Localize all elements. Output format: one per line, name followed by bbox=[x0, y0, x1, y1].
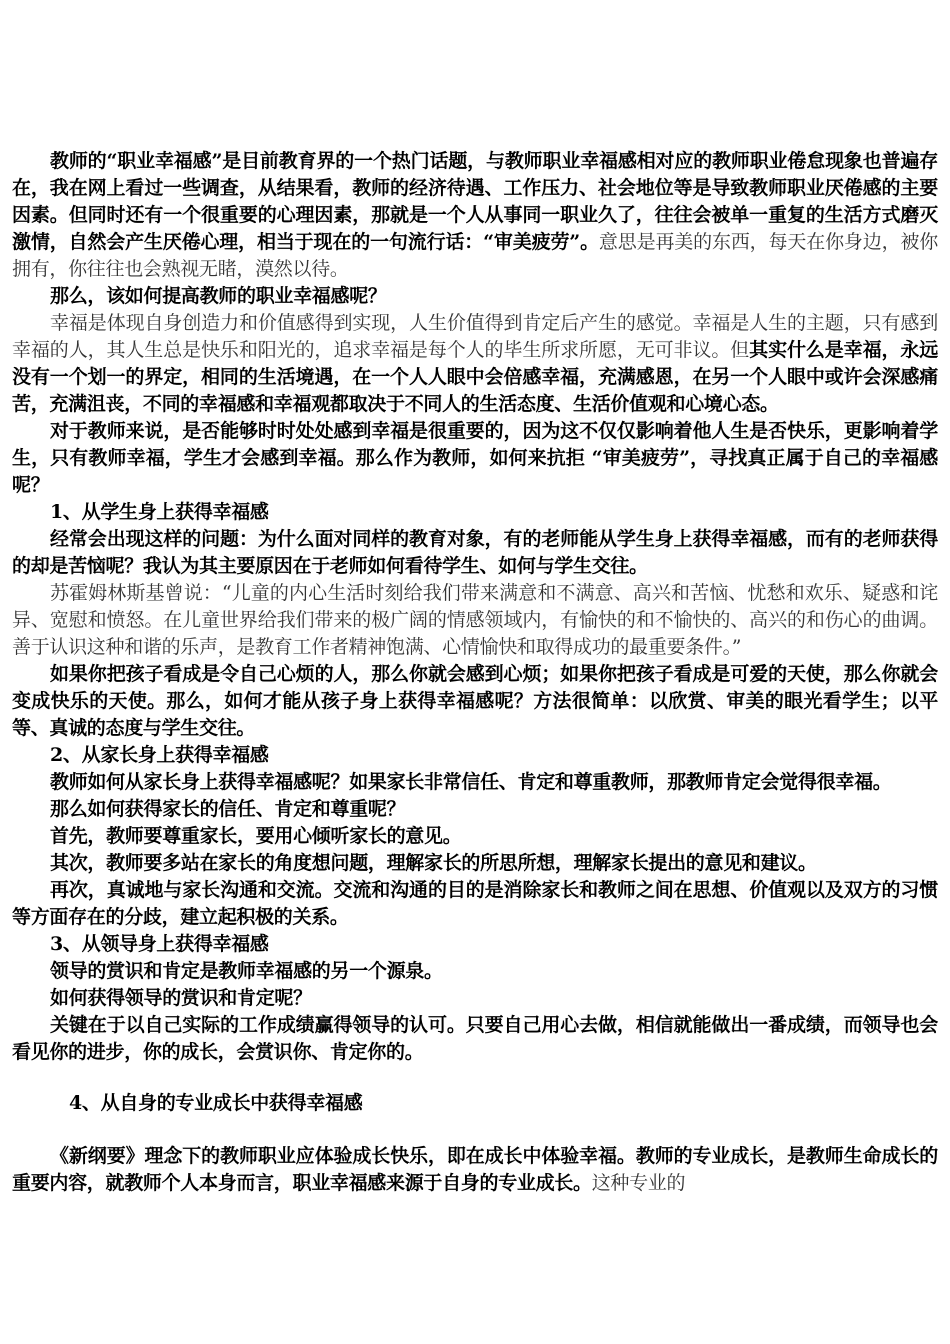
paragraph-third: 再次，真诚地与家长沟通和交流。交流和沟通的目的是消除家长和教师之间在思想、价值观以及双方的习惯等方面存在的分歧，建立起积极的关系。 bbox=[12, 879, 938, 928]
paragraph-leaders-question: 如何获得领导的赏识和肯定呢？ bbox=[50, 987, 312, 1009]
intro-light-text: 意思是再美的东西，每天在你身边，被你拥有，你往往也会熟视无睹，漠然以待。 bbox=[12, 231, 938, 280]
paragraph-children-angels: 如果你把孩子看成是令自己心烦的人，那么你就会感到心烦；如果你把孩子看成是可爱的天使，那么你就会变成快乐的天使。那么，如何才能从孩子身上获得幸福感呢？方法很简单：以欣赏、审美的眼光看学生；以平等、真诚的态度与学生交往。 bbox=[12, 663, 938, 739]
intro-bold-text: 教师的“职业幸福感”是目前教育界的一个热门话题，与教师职业幸福感相对应的教师职业倦怠现象也普遍存在，我在网上看过一些调查，从结果看，教师的经济待遇、工作压力、社会地位等是导致教师职业厌倦感的主要因素。但同时还有一个很重要的心理因素，那就是一个人从事同一职业久了，往往会被单一重复的生活方式磨灭激情，自然会产生厌倦心理，相当于现在的一句流行话：“审美疲劳”。 bbox=[12, 150, 938, 253]
section-heading-students: 1、从学生身上获得幸福感 bbox=[50, 501, 269, 523]
section-heading-professional-growth: 4、从自身的专业成长中获得幸福感 bbox=[69, 1092, 363, 1114]
paragraph-intro bbox=[12, 148, 938, 283]
happiness-light-text: 幸福是体现自身创造力和价值感得到实现，人生价值得到肯定后产生的感觉。幸福是人生的主题，只有感到幸福的人，其人生总是快乐和阳光的，追求幸福是每个人的毕生所求所愿，无可非议。但 bbox=[12, 312, 938, 361]
paragraph-question: 那么，该如何提高教师的职业幸福感呢？ bbox=[50, 285, 387, 307]
guidelines-light-text: 这种专业的 bbox=[591, 1172, 686, 1194]
document-body bbox=[12, 148, 938, 1197]
paragraph-parents-trust: 教师如何从家长身上获得幸福感呢？如果家长非常信任、肯定和尊重教师，那教师肯定会觉得很幸福。 bbox=[50, 771, 892, 793]
paragraph-leaders-source: 领导的赏识和肯定是教师幸福感的另一个源泉。 bbox=[50, 960, 443, 982]
paragraph-new-guidelines bbox=[12, 1143, 938, 1197]
paragraph-leaders-key: 关键在于以自己实际的工作成绩赢得领导的认可。只要自己用心去做，相信就能做出一番成绩，而领导也会看见你的进步，你的成长，会赏识你、肯定你的。 bbox=[12, 1014, 938, 1063]
section-heading-parents: 2、从家长身上获得幸福感 bbox=[50, 744, 269, 766]
guidelines-bold-text: 《新纲要》理念下的教师职业应体验成长快乐，即在成长中体验幸福。教师的专业成长，是教师生命成长的重要内容，就教师个人本身而言，职业幸福感来源于自身的专业成长。 bbox=[12, 1145, 938, 1194]
paragraph-parents-question: 那么如何获得家长的信任、肯定和尊重呢？ bbox=[50, 798, 406, 820]
section-heading-leaders: 3、从领导身上获得幸福感 bbox=[50, 933, 269, 955]
paragraph-quote: 苏霍姆林斯基曾说：“儿童的内心生活时刻给我们带来满意和不满意、高兴和苦恼、忧愁和欢乐、疑惑和诧异、宽慰和愤怒。在儿童世界给我们带来的极广阔的情感领域内，有愉快的和不愉快的、高兴的和伤心的曲调。善于认识这种和谐的乐声，是教育工作者精神饱满、心情愉快和取得成功的最重要条件。” bbox=[12, 582, 938, 658]
paragraph-first: 首先，教师要尊重家长，要用心倾听家长的意见。 bbox=[50, 825, 462, 847]
paragraph-happiness-definition bbox=[12, 310, 938, 418]
paragraph-second: 其次，教师要多站在家长的角度想问题，理解家长的所思所想，理解家长提出的意见和建议。 bbox=[50, 852, 817, 874]
happiness-bold-text: 其实什么是幸福，永远没有一个划一的界定，相同的生活境遇，在一个人人眼中会倍感幸福，充满感恩，在另一个人眼中或许会深感痛苦，充满沮丧，不同的幸福感和幸福观都取决于不同人的生活态度、生活价值观和心境心态。 bbox=[12, 339, 938, 415]
paragraph-teacher-happiness: 对于教师来说，是否能够时时处处感到幸福是很重要的，因为这不仅仅影响着他人生是否快乐，更影响着学生，只有教师幸福，学生才会感到幸福。那么作为教师，如何来抗拒 “审美疲劳”，寻找真正属于自己的幸福感呢？ bbox=[12, 420, 938, 496]
paragraph-students-problem: 经常会出现这样的问题：为什么面对同样的教育对象，有的老师能从学生身上获得幸福感，而有的老师获得的却是苦恼呢？我认为其主要原因在于老师如何看待学生、如何与学生交往。 bbox=[12, 528, 938, 577]
